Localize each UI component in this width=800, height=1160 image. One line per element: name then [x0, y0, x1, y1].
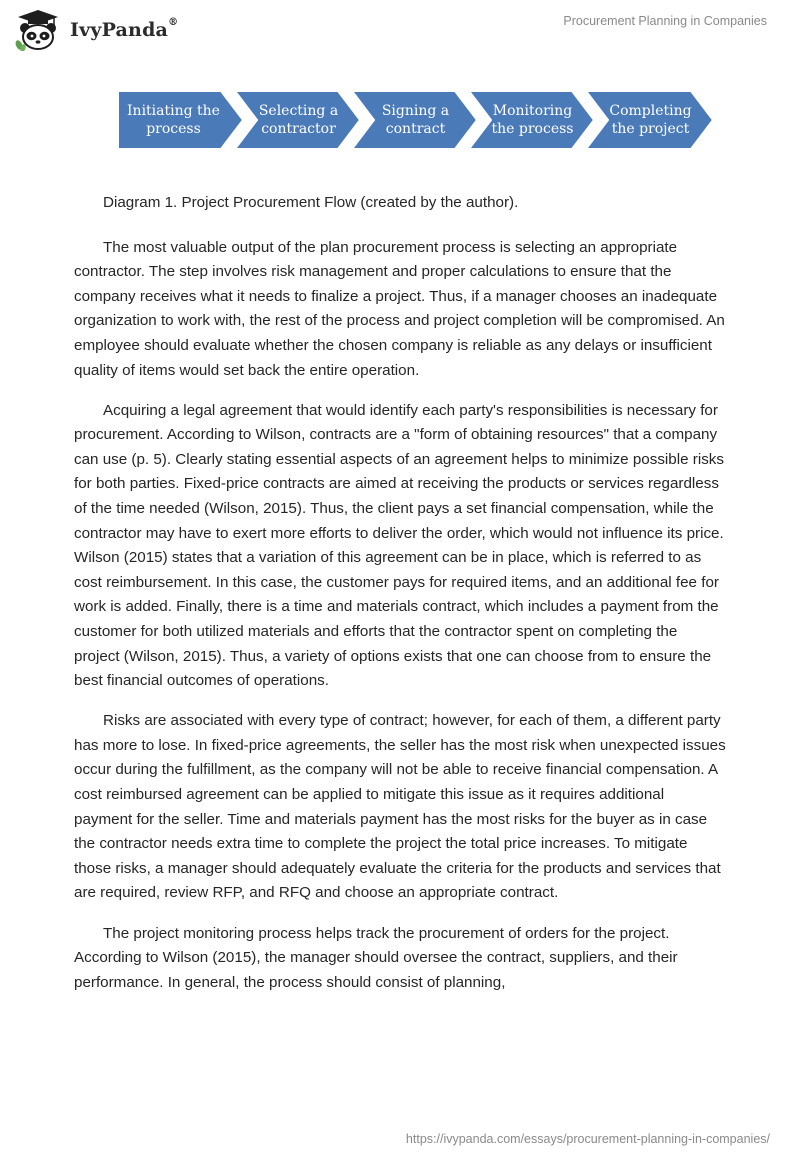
flow-step-5-label-line-1: Completing [609, 103, 692, 119]
flow-step-3-label-line-2: contract [385, 121, 446, 137]
flow-step-3-label-line-1: Signing a [381, 103, 450, 119]
paragraph-4: The project monitoring process helps track the procurement of orders for the project. According to Wilson (2015), the manager should oversee the contract, suppliers, and their performance. In general, the process should consist of planning, [74, 924, 678, 991]
panda-logo-icon [14, 9, 62, 51]
flow-step-1-label-line-2: process [146, 121, 201, 137]
flow-step-1-label-line-1: Initiating the [127, 103, 220, 119]
flow-step-3-shape [352, 91, 477, 149]
flow-step-1-shape [118, 91, 243, 149]
flow-step-2-shape [235, 91, 360, 149]
paragraph-1: The most valuable output of the plan procurement process is selecting an appropriate contractor. The step involves risk management and proper calculations to ensure that the company receives what it needs to finalize a project. Thus, if a manager chooses an inadequate organization to work with, the rest of the process and project completion will be compromised. An employee should evaluate whether the chosen company is reliable as any delays or insufficient quality of items would set back the entire operation. [74, 238, 725, 379]
source-url[interactable]: https://ivypanda.com/essays/procurement-planning-in-companies/ [405, 1132, 770, 1146]
diagram-caption: Diagram 1. Project Procurement Flow (created by the author). [103, 194, 519, 211]
paragraph-2: Acquiring a legal agreement that would identify each party's responsibilities is necessary for procurement. According to Wilson, contracts are a "form of obtaining resources" that a company can use (p. 5). Clearly stating essential aspects of an agreement helps to minimize possible risks for both parties. Fixed-price contracts are aimed at receiving the products or services regardless of the time needed (Wilson, 2015). Thus, the client pays a set financial compensation, while the contractor may have to exert more efforts to deliver the order, which would not influence its price. Wilson (2015) states that a variation of this agreement can be in place, which is referred to as cost reimbursement. In this case, the customer pays for required items, and an additional fee for work is added. Finally, there is a time and materials contract, which includes a payment from the customer for both utilized materials and efforts that the contractor spent on completing the project (Wilson, 2015). Thus, a variety of options exists that one can choose from to ensure the best financial outcomes of operations. [74, 401, 724, 690]
flow-step-5-shape [586, 91, 713, 149]
flow-step-5-label-line-2: the project [611, 121, 690, 137]
procurement-flow-diagram [118, 90, 730, 150]
ivypanda-logo[interactable] [14, 9, 178, 51]
flow-step-2-label-line-1: Selecting a [258, 103, 339, 119]
flow-step-2-label-line-2: contractor [261, 121, 336, 137]
flow-step-4-label-line-1: Monitoring [492, 103, 573, 119]
flow-step-4-shape [469, 91, 594, 149]
page-header [0, 0, 800, 60]
paragraph-3: Risks are associated with every type of contract; however, for each of them, a different party has more to lose. In fixed-price agreements, the seller has the most risk when unexpected issues occur during the fulfillment, as the company will not be able to receive financial compensation. A cost reimbursed agreement can be applied to mitigate this issue as it requires additional payment for the seller. Time and materials payment has the most risks for the buyer as in case the contractor needs extra time to complete the project the total price increases. To mitigate those risks, a manager should adequately evaluate the criteria for the products and services that are required, review RFP, and RFQ and choose an appropriate contract. [74, 712, 726, 902]
logo-text: IvyPanda® [70, 17, 179, 41]
flow-step-4-label-line-2: the process [491, 121, 574, 137]
document-title: Procurement Planning in Companies [563, 14, 767, 28]
essay-content [74, 191, 726, 1011]
